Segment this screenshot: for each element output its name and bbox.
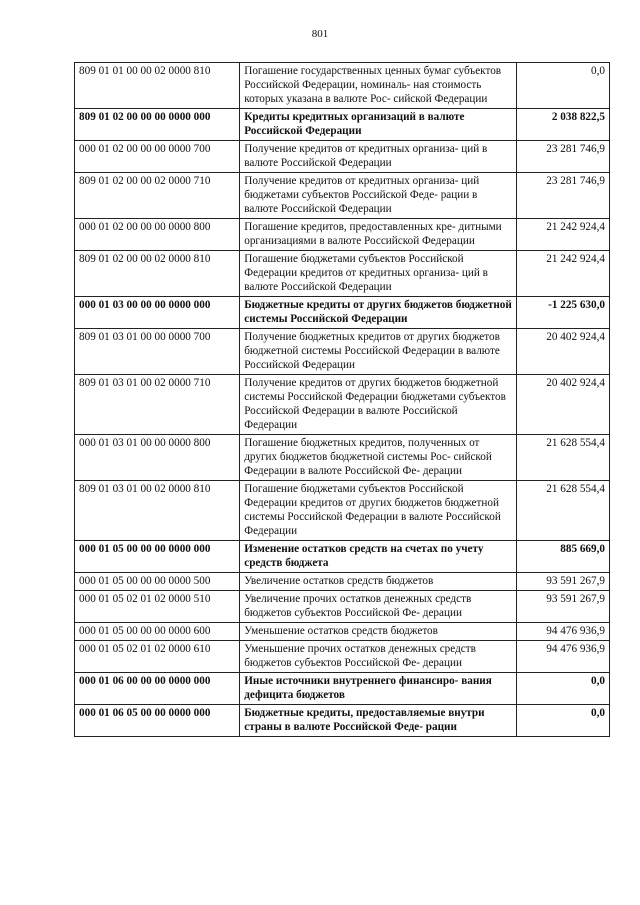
name-cell: Погашение бюджетных кредитов, полученных от других бюджетов бюджетной системы Рос- сийской Федерации в валюте Российской Фе- дерации — [240, 435, 517, 481]
name-cell: Кредиты кредитных организаций в валюте Российской Федерации — [240, 109, 517, 141]
amount-cell: 0,0 — [517, 705, 610, 737]
code-cell: 809 01 02 00 00 02 0000 810 — [75, 251, 240, 297]
code-cell: 000 01 06 05 00 00 0000 000 — [75, 705, 240, 737]
name-cell: Уменьшение остатков средств бюджетов — [240, 623, 517, 641]
name-cell: Получение кредитов от кредитных организа- ций бюджетами субъектов Российской Феде- рации в валюте Российской Федерации — [240, 173, 517, 219]
table-row — [75, 219, 610, 251]
name-cell: Получение кредитов от других бюджетов бюджетной системы Российской Федерации бюджетами субъектов Российской Федерации в валюте Российской Федерации — [240, 375, 517, 435]
name-cell: Изменение остатков средств на счетах по учету средств бюджета — [240, 541, 517, 573]
amount-cell: 2 038 822,5 — [517, 109, 610, 141]
code-cell: 809 01 02 00 00 02 0000 710 — [75, 173, 240, 219]
code-cell: 000 01 02 00 00 00 0000 700 — [75, 141, 240, 173]
name-cell: Погашение бюджетами субъектов Российской Федерации кредитов от других бюджетов бюджетной системы Российской Федерации в валюте Российской Федерации — [240, 481, 517, 541]
amount-cell: 21 628 554,4 — [517, 435, 610, 481]
table-row — [75, 435, 610, 481]
table-row — [75, 63, 610, 109]
name-cell: Иные источники внутреннего финансиро- вания дефицита бюджетов — [240, 673, 517, 705]
amount-cell: 94 476 936,9 — [517, 623, 610, 641]
amount-cell: 23 281 746,9 — [517, 173, 610, 219]
name-cell: Бюджетные кредиты, предоставляемые внутри страны в валюте Российской Феде- рации — [240, 705, 517, 737]
code-cell: 809 01 03 01 00 02 0000 810 — [75, 481, 240, 541]
name-cell: Бюджетные кредиты от других бюджетов бюджетной системы Российской Федерации — [240, 297, 517, 329]
table-row — [75, 573, 610, 591]
table-body — [75, 63, 610, 737]
amount-cell: 21 242 924,4 — [517, 219, 610, 251]
name-cell: Уменьшение прочих остатков денежных средств бюджетов субъектов Российской Фе- дерации — [240, 641, 517, 673]
amount-cell: 21 242 924,4 — [517, 251, 610, 297]
amount-cell: 23 281 746,9 — [517, 141, 610, 173]
amount-cell: 885 669,0 — [517, 541, 610, 573]
code-cell: 809 01 01 00 00 02 0000 810 — [75, 63, 240, 109]
budget-sources-table — [74, 62, 610, 737]
table-row — [75, 641, 610, 673]
name-cell: Получение бюджетных кредитов от других бюджетов бюджетной системы Российской Федерации в валюте Российской Федерации — [240, 329, 517, 375]
code-cell: 000 01 06 00 00 00 0000 000 — [75, 673, 240, 705]
amount-cell: 0,0 — [517, 673, 610, 705]
amount-cell: 0,0 — [517, 63, 610, 109]
table-row — [75, 623, 610, 641]
table-row — [75, 673, 610, 705]
page-number: 801 — [311, 28, 329, 40]
table-row — [75, 481, 610, 541]
table-row — [75, 141, 610, 173]
name-cell: Увеличение прочих остатков денежных средств бюджетов субъектов Российской Фе- дерации — [240, 591, 517, 623]
code-cell: 809 01 03 01 00 02 0000 710 — [75, 375, 240, 435]
code-cell: 000 01 03 00 00 00 0000 000 — [75, 297, 240, 329]
amount-cell: 20 402 924,4 — [517, 329, 610, 375]
amount-cell: -1 225 630,0 — [517, 297, 610, 329]
name-cell: Погашение государственных ценных бумаг субъектов Российской Федерации, номиналь- ная стоимость которых указана в валюте Рос- сийской Федерации — [240, 63, 517, 109]
table-row — [75, 109, 610, 141]
code-cell: 000 01 05 00 00 00 0000 500 — [75, 573, 240, 591]
code-cell: 000 01 02 00 00 00 0000 800 — [75, 219, 240, 251]
code-cell: 809 01 03 01 00 00 0000 700 — [75, 329, 240, 375]
table-row — [75, 173, 610, 219]
amount-cell: 94 476 936,9 — [517, 641, 610, 673]
table-row — [75, 541, 610, 573]
amount-cell: 20 402 924,4 — [517, 375, 610, 435]
code-cell: 000 01 05 02 01 02 0000 610 — [75, 641, 240, 673]
name-cell: Получение кредитов от кредитных организа- ций в валюте Российской Федерации — [240, 141, 517, 173]
table-row — [75, 705, 610, 737]
amount-cell: 21 628 554,4 — [517, 481, 610, 541]
amount-cell: 93 591 267,9 — [517, 573, 610, 591]
name-cell: Увеличение остатков средств бюджетов — [240, 573, 517, 591]
name-cell: Погашение бюджетами субъектов Российской Федерации кредитов от кредитных организа- ций в валюте Российской Федерации — [240, 251, 517, 297]
code-cell: 000 01 03 01 00 00 0000 800 — [75, 435, 240, 481]
code-cell: 000 01 05 00 00 00 0000 000 — [75, 541, 240, 573]
table-row — [75, 297, 610, 329]
amount-cell: 93 591 267,9 — [517, 591, 610, 623]
name-cell: Погашение кредитов, предоставленных кре- дитными организациями в валюте Российской Федерации — [240, 219, 517, 251]
table-row — [75, 329, 610, 375]
table-row — [75, 375, 610, 435]
code-cell: 000 01 05 02 01 02 0000 510 — [75, 591, 240, 623]
code-cell: 809 01 02 00 00 00 0000 000 — [75, 109, 240, 141]
table-row — [75, 251, 610, 297]
code-cell: 000 01 05 00 00 00 0000 600 — [75, 623, 240, 641]
table-row — [75, 591, 610, 623]
